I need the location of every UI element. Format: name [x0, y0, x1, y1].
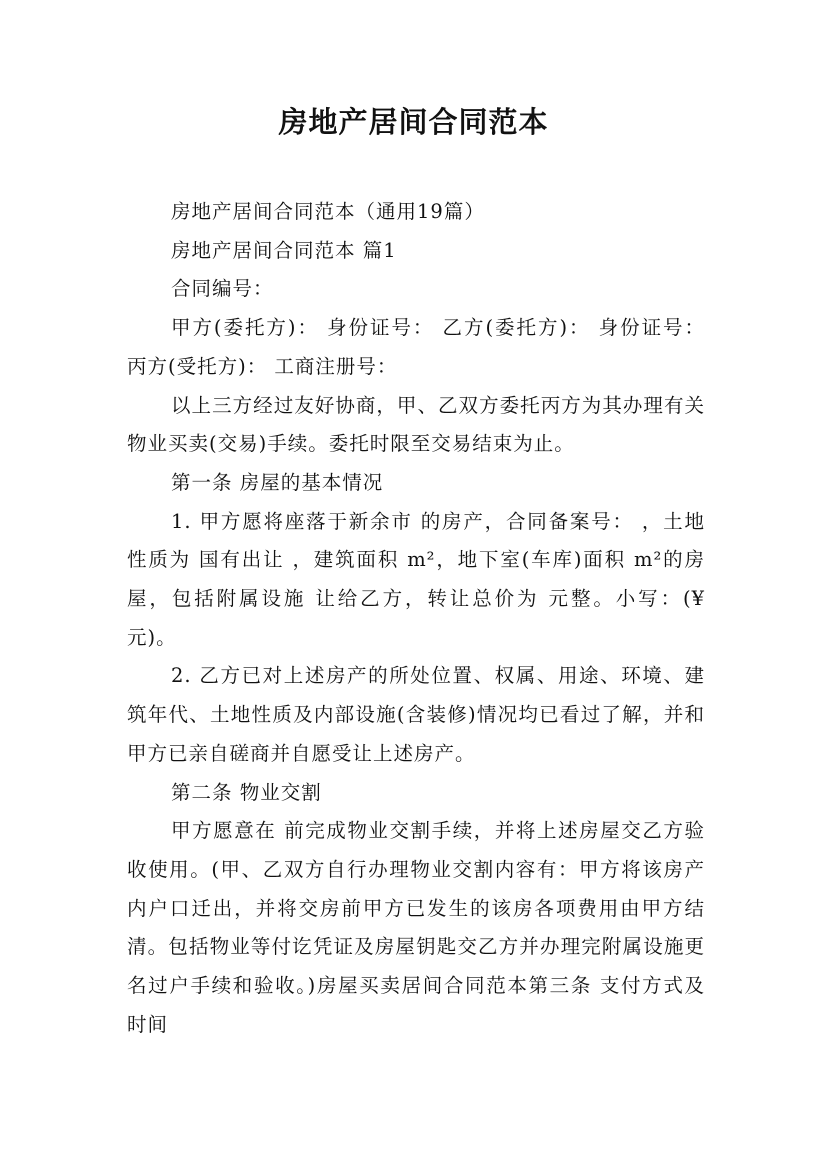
- document-title: 房地产居间合同范本: [278, 105, 549, 139]
- subtitle-paragraph: 房地产居间合同范本（通用19篇）: [171, 200, 485, 223]
- article-one-heading: 第一条 房屋的基本情况: [171, 470, 384, 494]
- article-two-body: 甲方愿意在 前完成物业交割手续，并将上述房屋交乙方验收使用。(甲、乙双方自行办理物业交割内容有：甲方将该房产内户口迁出，并将交房前甲方已发生的该房各项费用由甲方结清。包括物业等付讫凭证及房屋钥匙交乙方并办理完附属设施更名过户手续和验收。)房屋买卖居间合同范本第三条 支付方式及时间: [127, 819, 705, 1036]
- article-one-clause-1: 1. 甲方愿将座落于新余市 的房产，合同备案号： ，土地性质为 国有出让 ，建筑面积 m²，地下室(车库)面积 m²的房屋，包括附属设施 让给乙方，转让总价为 元整。小写：(¥ 元)。: [127, 509, 705, 649]
- agreement-paragraph: 以上三方经过友好协商，甲、乙双方委托丙方为其办理有关物业买卖(交易)手续。委托时限至交易结束为止。: [127, 393, 705, 456]
- article-one-clause-2: 2. 乙方已对上述房产的所处位置、权属、用途、环境、建筑年代、土地性质及内部设施(含装修)情况均已看过了解，并和甲方已亲自磋商并自愿受让上述房产。: [127, 664, 705, 765]
- document-body: [127, 193, 705, 1044]
- article-two-heading: 第二条 物业交割: [171, 780, 322, 804]
- section-heading-paragraph: 房地产居间合同范本 篇1: [171, 238, 397, 262]
- parties-paragraph: 甲方(委托方)： 身份证号： 乙方(委托方)： 身份证号： 丙方(受托方)： 工商注册号：: [127, 316, 705, 378]
- contract-number-paragraph: 合同编号：: [171, 277, 274, 301]
